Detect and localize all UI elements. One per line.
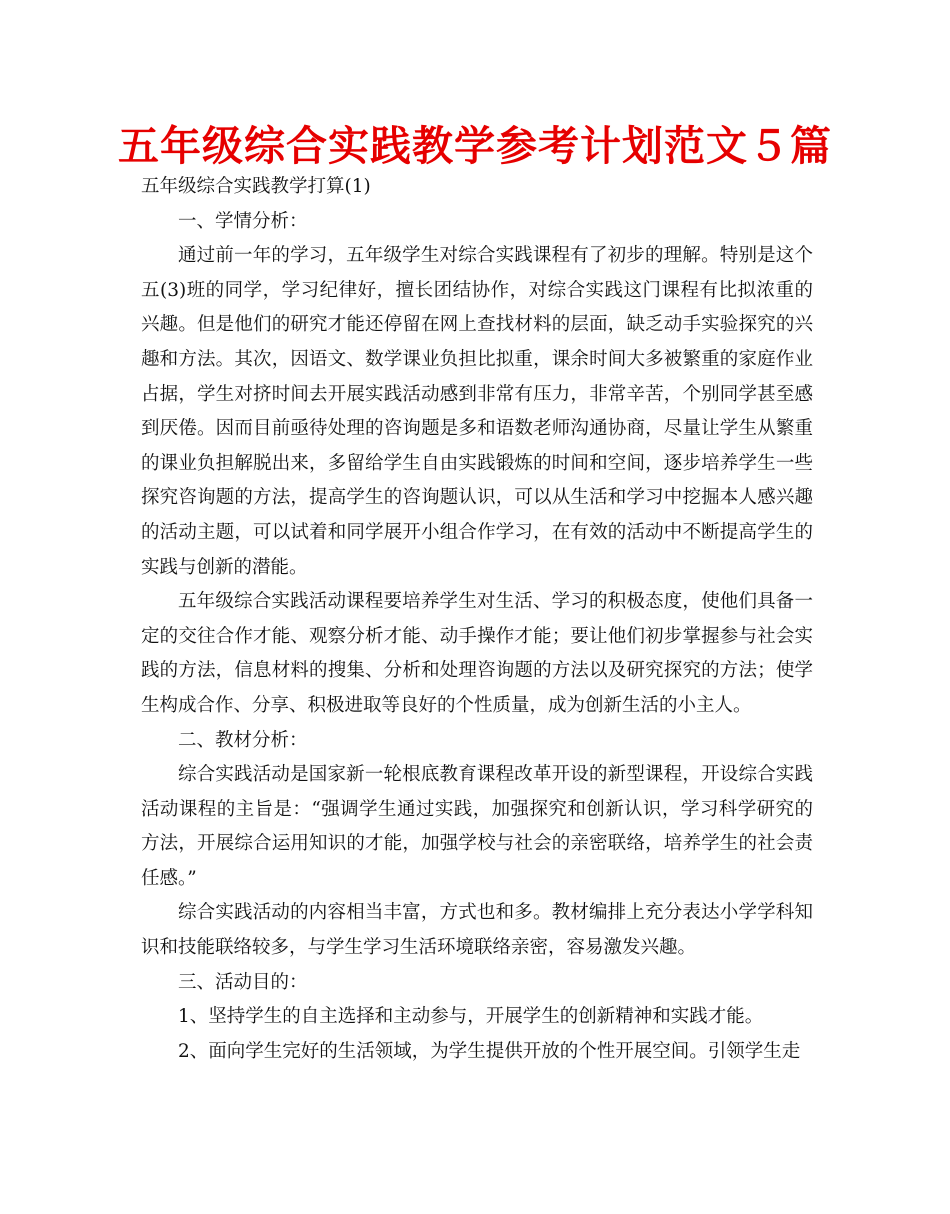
list-item-goal-1: 1、坚持学生的自主选择和主动参与，开展学生的创新精神和实践才能。 <box>178 1006 764 1028</box>
paragraph-student-analysis: 通过前一年的学习，五年级学生对综合实践课程有了初步的理解。特别是这个五(3)班的同学，学习纪律好，擅长团结协作，对综合实践这门课程有比拟浓重的兴趣。但是他们的研究才能还停留在网上查找材料的层面，缺乏动手实验探究的兴趣和方法。其次，因语文、数学课业负担比拟重，课余时间大多被繁重的家庭作业占据，学生对挤时间去开展实践活动感到非常有压力，非常辛苦，个别同学甚至感到厌倦。因而目前亟待处理的咨询题是多和语数老师沟通协商，尽量让学生从繁重的课业负担解脱出来，多留给学生自由实践锻炼的时间和空间，逐步培养学生一些探究咨询题的方法，提高学生的咨询题认识，可以从生活和学习中挖掘本人感兴趣的活动主题，可以试着和同学展开小组合作学习，在有效的活动中不断提高学生的实践与创新的潜能。 <box>141 245 813 578</box>
paragraph-content-richness: 综合实践活动的内容相当丰富，方式也和多。教材编排上充分表达小学学科知识和技能联络较多，与学生学习生活环境联络亲密，容易激发兴趣。 <box>141 902 813 959</box>
document-title: 五年级综合实践教学参考计划范文５篇 <box>118 122 832 170</box>
heading-textbook-analysis: 二、教材分析： <box>178 729 308 751</box>
list-item-goal-2: 2、面向学生完好的生活领域，为学生提供开放的个性开展空间。引领学生走 <box>178 1040 801 1062</box>
heading-student-analysis: 一、学情分析： <box>178 210 308 232</box>
heading-activity-goals: 三、活动目的： <box>178 971 308 993</box>
paragraph-textbook-analysis: 综合实践活动是国家新一轮根底教育课程改革开设的新型课程，开设综合实践活动课程的主旨是：“强调学生通过实践，加强探究和创新认识，学习科学研究的方法，开展综合运用知识的才能，加强学校与社会的亲密联络，培养学生的社会责任感。” <box>141 764 813 889</box>
document-body <box>141 170 813 1069</box>
paragraph-course-goals: 五年级综合实践活动课程要培养学生对生活、学习的积极态度，使他们具备一定的交往合作才能、观察分析才能、动手操作才能；要让他们初步掌握参与社会实践的方法，信息材料的搜集、分析和处理咨询题的方法以及研究探究的方法；使学生构成合作、分享、积极进取等良好的个性质量，成为创新生活的小主人。 <box>141 591 813 716</box>
section-subtitle: 五年级综合实践教学打算(1) <box>141 176 371 197</box>
